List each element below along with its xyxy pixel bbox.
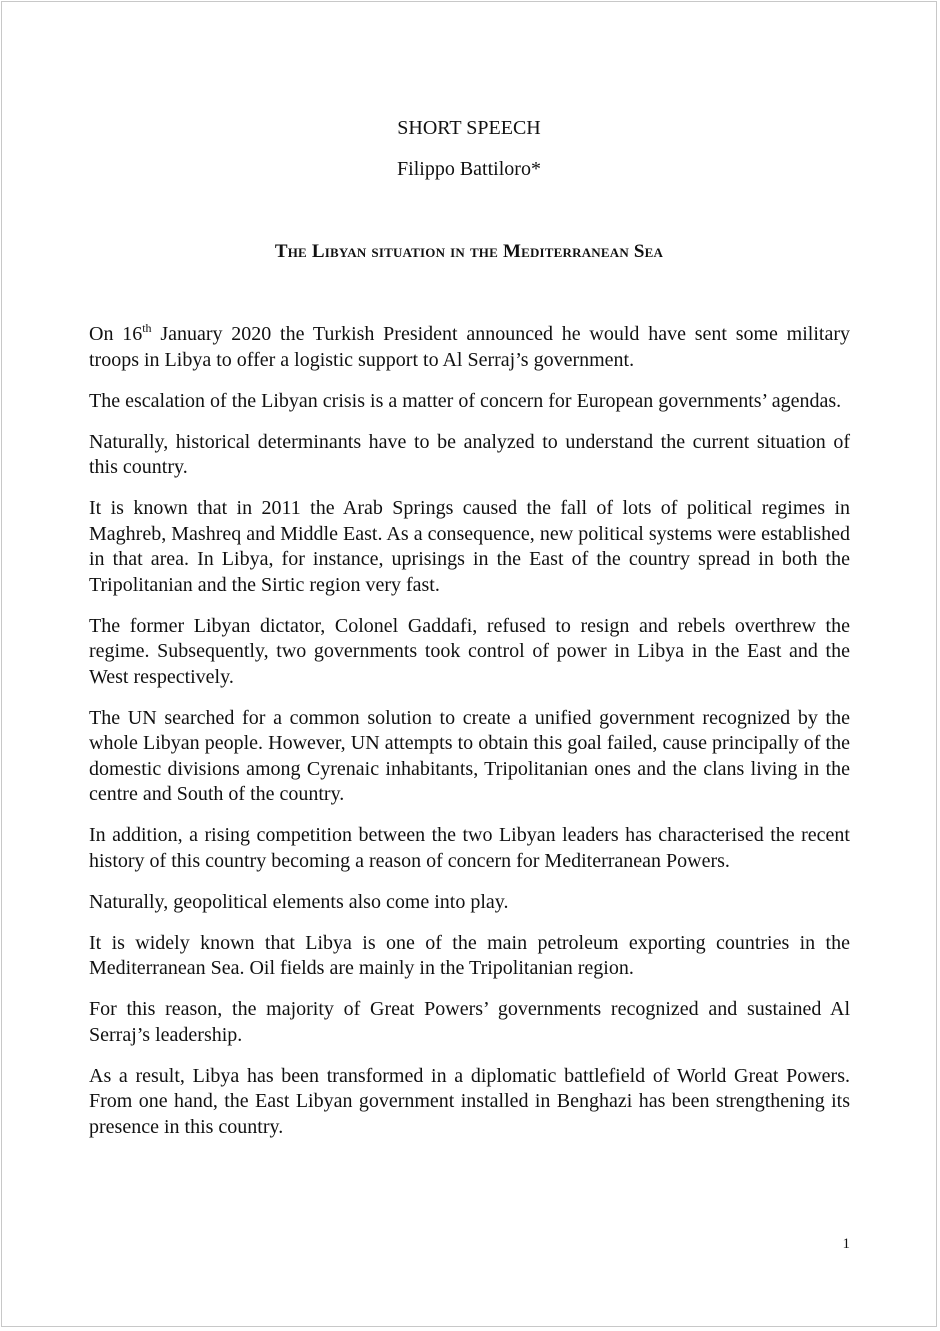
paragraph-1 <box>89 322 850 373</box>
page-number: 1 <box>842 1236 850 1252</box>
paragraph-1-start: On 16 <box>89 323 143 345</box>
paragraph-11: As a result, Libya has been transformed in a diplomatic battlefield of World Great Powers. From one hand, the East Libyan government installed in Benghazi has been strengthening its presence in this country. <box>89 1064 850 1138</box>
paragraph-5: The former Libyan dictator, Colonel Gaddafi, refused to resign and rebels overthrew the regime. Subsequently, two governments took control of power in Libya in the East and the West respectively. <box>89 614 850 688</box>
author-name: Filippo Battiloro* <box>397 158 541 180</box>
paragraph-3: Naturally, historical determinants have to be analyzed to understand the current situation of this country. <box>89 430 850 478</box>
paragraph-2: The escalation of the Libyan crisis is a matter of concern for European governments’ agendas. <box>89 389 842 412</box>
paragraph-10: For this reason, the majority of Great Powers’ governments recognized and sustained Al Serraj’s leadership. <box>89 998 850 1046</box>
section-kicker: SHORT SPEECH <box>397 117 541 139</box>
paragraph-8: Naturally, geopolitical elements also come into play. <box>89 890 509 913</box>
paragraph-9: It is widely known that Libya is one of the main petroleum exporting countries in the Mediterranean Sea. Oil fields are mainly in the Tripolitanian region. <box>89 931 850 979</box>
article-body <box>89 322 850 1156</box>
ordinal-superscript: th <box>142 321 152 335</box>
paragraph-6: The UN searched for a common solution to create a unified government recognized by the whole Libyan people. However, UN attempts to obtain this goal failed, cause principally of the domestic divisions among Cyrenaic inhabitants, Tripolitanian ones and the clans living in the centre and South of the country. <box>89 706 850 805</box>
paragraph-4: It is known that in 2011 the Arab Springs caused the fall of lots of political regimes in Maghreb, Mashreq and Middle East. As a consequence, new political systems were established in that area. In Libya, for instance, uprisings in the East of the country spread in both the Tripolitanian and the Sirtic region very fast. <box>89 497 850 596</box>
paragraph-7: In addition, a rising competition between the two Libyan leaders has characterised the recent history of this country becoming a reason of concern for Mediterranean Powers. <box>89 824 850 872</box>
document-page <box>1 1 937 1327</box>
article-title: The Libyan situation in the Mediterranean Sea <box>274 241 664 262</box>
paragraph-1-rest: January 2020 the Turkish President announced he would have sent some military troops in Libya to offer a logistic support to Al Serraj’s government. <box>89 323 850 371</box>
